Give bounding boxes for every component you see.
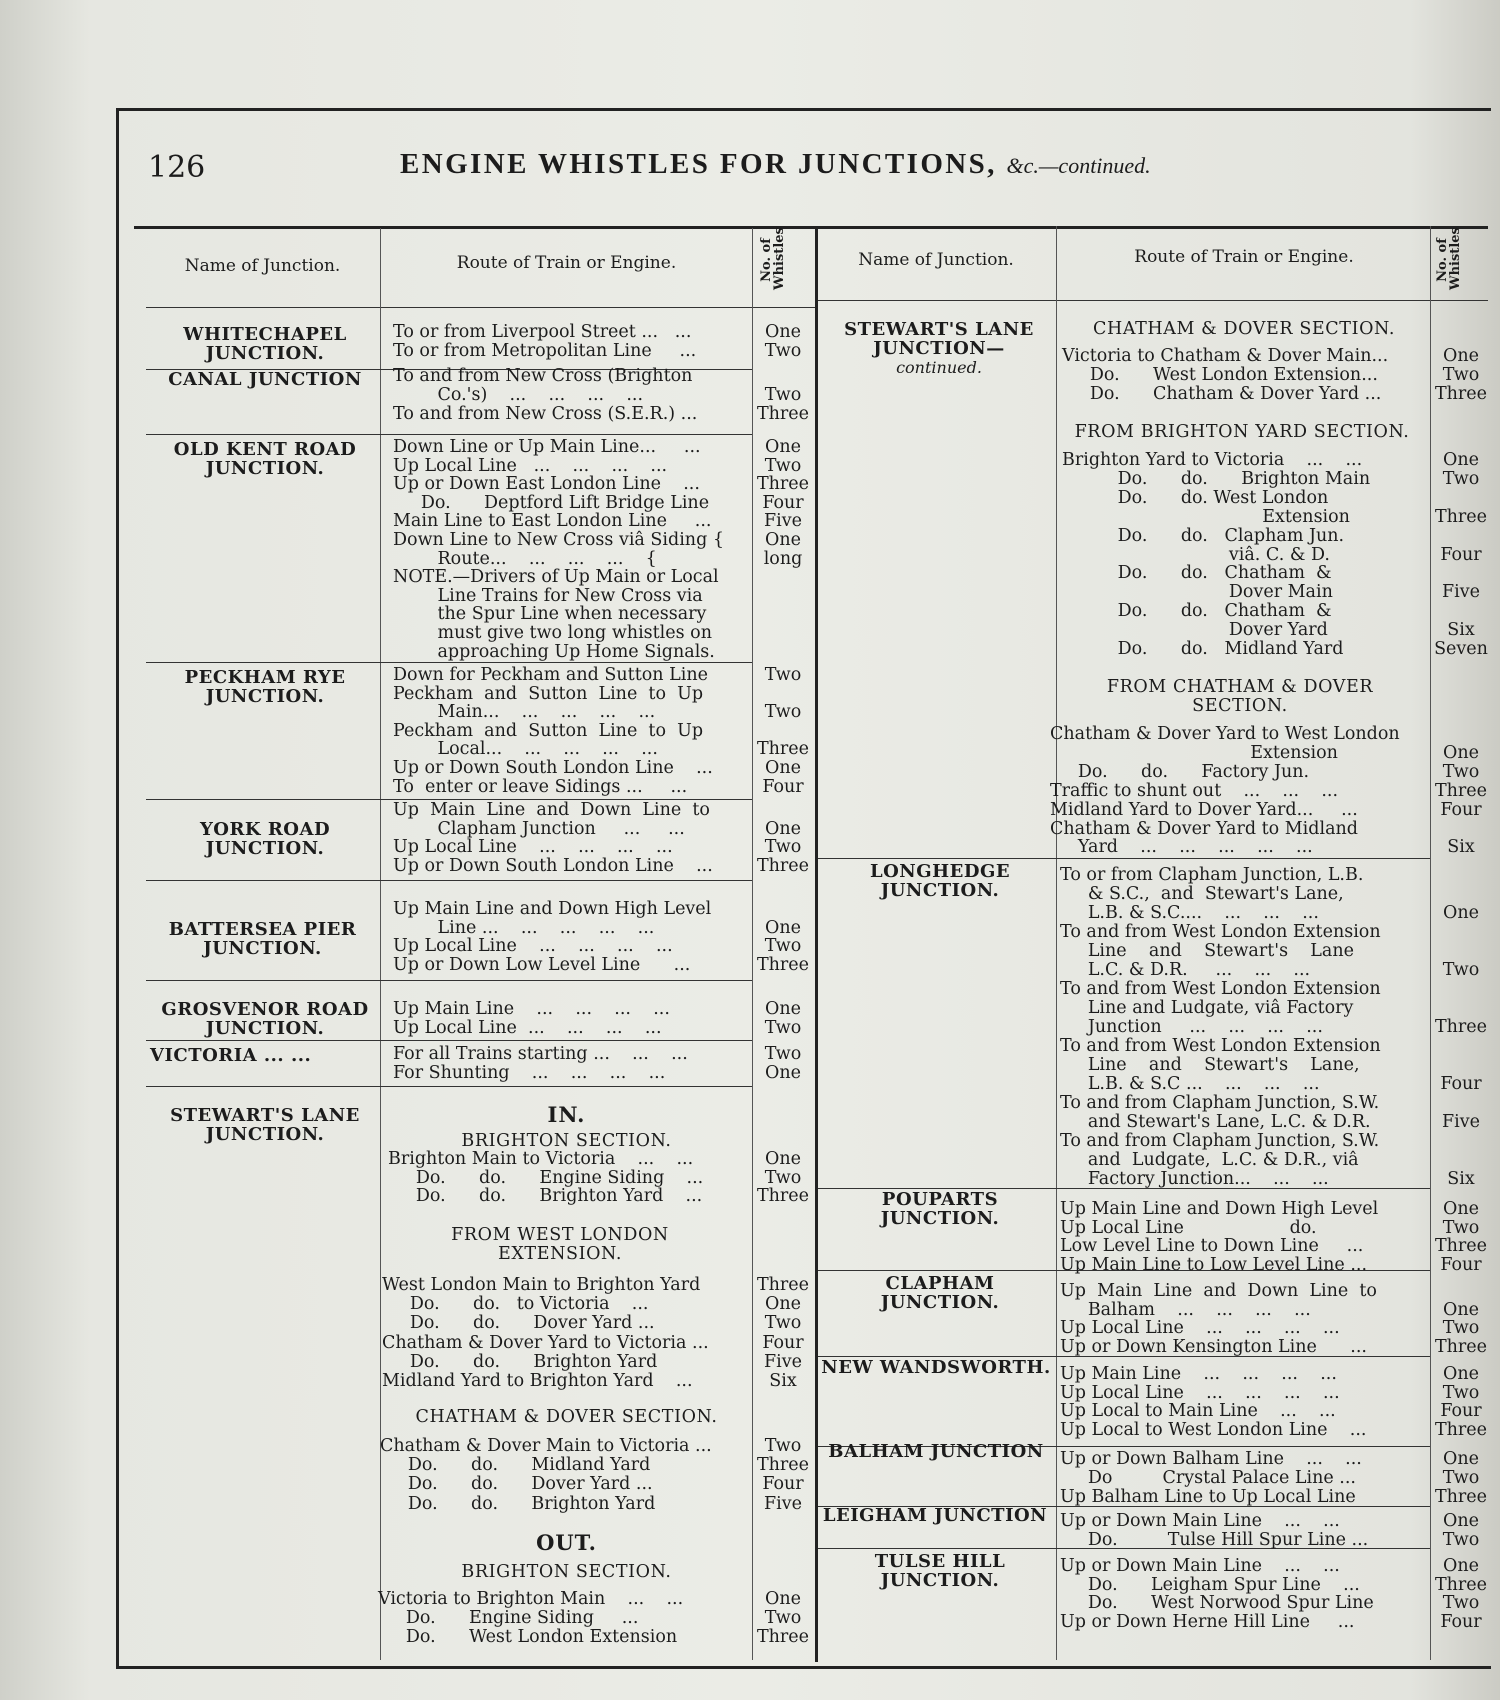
- whistle-count: Six: [1447, 1169, 1475, 1189]
- junction-york-road: YORK ROAD JUNCTION.: [199, 819, 331, 859]
- junction-stewarts-lane: STEWART'S LANE JUNCTION.: [170, 1105, 360, 1145]
- route-row: To or from Liverpool Street ... ...: [393, 322, 692, 342]
- whistle-count: Six: [769, 1371, 797, 1391]
- table-top-rule: [134, 226, 1488, 229]
- route-row: Balham ... ... ... ...: [1060, 1299, 1311, 1320]
- wle-section-heading: FROM WEST LONDON EXTENSION.: [451, 1225, 669, 1264]
- whistle-count: Three: [1434, 780, 1488, 801]
- whistle-count: Three: [1434, 1419, 1488, 1440]
- whistle-count: Four: [1440, 799, 1482, 820]
- out-brighton-section-heading: BRIGHTON SECTION.: [461, 1562, 672, 1582]
- route-row: Dover Main: [1062, 582, 1333, 603]
- rule-l-3: [146, 662, 752, 663]
- whistle-count: One: [1443, 1299, 1479, 1320]
- route-row: Line and Stewart's Lane,: [1060, 1055, 1360, 1075]
- route-row: Do. do. Engine Siding ...: [388, 1167, 704, 1188]
- whistle-count: Five: [764, 1351, 802, 1372]
- route-row: Line and Ludgate, viâ Factory: [1060, 998, 1354, 1018]
- whistle-count: Three: [756, 1186, 810, 1207]
- route-row: Victoria to Chatham & Dover Main...: [1062, 346, 1389, 366]
- whistle-count: Two: [764, 341, 802, 361]
- brighton-section-heading: BRIGHTON SECTION.: [461, 1131, 672, 1151]
- cd-section-heading: CHATHAM & DOVER SECTION.: [415, 1407, 718, 1427]
- route-row: Up Local to West London Line ...: [1060, 1419, 1367, 1440]
- whistle-count: Three: [756, 954, 810, 975]
- whistle-count: Seven: [1434, 639, 1488, 659]
- route-row: Traffic to shunt out ... ... ...: [1050, 780, 1339, 801]
- whistle-count: One: [1443, 1556, 1479, 1576]
- route-row: Do. do. Dover Yard ...: [382, 1313, 655, 1334]
- route-row: Dover Yard: [1062, 620, 1328, 641]
- route-row: Main Line to East London Line ...: [393, 511, 712, 532]
- whistle-count: Two: [764, 1436, 802, 1456]
- route-row: Up or Down Main Line ... ...: [1060, 1556, 1340, 1576]
- r-by-section-heading: FROM BRIGHTON YARD SECTION.: [1074, 422, 1410, 442]
- route-row: Do. do. Factory Jun.: [1050, 761, 1310, 782]
- whistle-count: Three: [1434, 1236, 1488, 1257]
- whistle-count: Two: [1442, 1530, 1480, 1550]
- route-row: Low Level Line to Down Line ...: [1060, 1236, 1364, 1257]
- route-row: L.B. & S.C ... ... ... ...: [1060, 1074, 1320, 1094]
- route-row: Do. Deptford Lift Bridge Line: [393, 492, 710, 513]
- route-row: Do. do. Dover Yard ...: [380, 1474, 653, 1495]
- route-row: To and from Clapham Junction, S.W.: [1060, 1131, 1380, 1151]
- route-row: Do. do. Brighton Main: [1062, 468, 1371, 489]
- route-row: Up Local Line ... ... ... ...: [393, 1018, 662, 1038]
- route-row: Do. Engine Siding ...: [378, 1608, 639, 1629]
- whistle-count: One: [765, 818, 801, 839]
- whistle-count: Two: [1442, 1318, 1480, 1339]
- whistle-count: Two: [764, 1167, 802, 1188]
- header-bottom-rule-left: [146, 307, 816, 308]
- whistle-count: Six: [1447, 620, 1475, 641]
- route-row: Junction ... ... ... ...: [1060, 1017, 1323, 1037]
- whistle-count: Six: [1447, 837, 1475, 858]
- route-row: For all Trains starting ... ... ...: [393, 1044, 688, 1064]
- whistle-count: One: [765, 1149, 801, 1169]
- route-row: Do. West Norwood Spur Line: [1060, 1593, 1374, 1614]
- route-row: Do. West London Extension...: [1062, 365, 1378, 385]
- route-row: approaching Up Home Signals.: [393, 641, 715, 662]
- route-row: Up Main Line and Down Line to: [1060, 1281, 1377, 1301]
- whistle-count: Two: [1442, 761, 1480, 782]
- junction-grosvenor-road: GROSVENOR ROAD JUNCTION.: [161, 999, 369, 1039]
- whistle-count: Three: [756, 855, 810, 876]
- whistle-count: Two: [764, 455, 802, 476]
- r-cd-section-heading: CHATHAM & DOVER SECTION.: [1093, 319, 1395, 339]
- route-row: & S.C., and Stewart's Lane,: [1060, 884, 1344, 904]
- route-row: Up Local Line ... ... ... ...: [1060, 1382, 1340, 1403]
- route-row: Factory Junction... ... ...: [1060, 1169, 1329, 1189]
- rule-l-2: [146, 434, 752, 435]
- whistle-count: Three: [756, 739, 810, 760]
- junction-old-kent-road: OLD KENT ROAD JUNCTION.: [173, 439, 357, 479]
- route-row: Midland Yard to Brighton Yard ...: [382, 1371, 693, 1391]
- route-row: Do. do. Brighton Yard: [380, 1493, 656, 1514]
- whistle-count: Four: [762, 492, 804, 513]
- whistle-count: One: [765, 530, 801, 550]
- whistle-count: Three: [1434, 384, 1488, 404]
- whistle-count: One: [765, 758, 801, 778]
- route-row: Up Local Line do.: [1060, 1217, 1317, 1238]
- route-row: Up Balham Line to Up Local Line: [1060, 1487, 1356, 1507]
- whistle-count: Four: [762, 1332, 804, 1353]
- junction-battersea-pier: BATTERSEA PIER JUNCTION.: [168, 919, 357, 959]
- route-row: Main... ... ... ... ...: [393, 702, 656, 723]
- route-row: Do. West London Extension: [378, 1627, 678, 1648]
- route-row: Up or Down Balham Line ... ...: [1060, 1449, 1362, 1469]
- header-bottom-rule-right: [818, 300, 1488, 301]
- route-row: Up or Down Main Line ... ...: [1060, 1511, 1340, 1531]
- route-row: Up or Down South London Line ...: [393, 758, 713, 778]
- route-row: viâ. C. & D.: [1062, 544, 1330, 565]
- route-row: Extension: [1050, 742, 1338, 763]
- route-row: Chatham & Dover Main to Victoria ...: [380, 1436, 712, 1456]
- rule-l-5: [146, 880, 752, 881]
- whistle-count: One: [1443, 1364, 1479, 1384]
- route-row: Do. do. Chatham &: [1062, 601, 1332, 622]
- junction-pouparts: POUPARTS JUNCTION.: [880, 1189, 1000, 1229]
- route-row: Up Main Line to Low Level Line ...: [1060, 1254, 1368, 1275]
- whistle-count: One: [1443, 1199, 1479, 1219]
- route-row: Do. do. Midland Yard: [1062, 639, 1344, 659]
- route-row: To and from Clapham Junction, S.W.: [1060, 1093, 1380, 1113]
- whistle-count: Two: [764, 1608, 802, 1629]
- route-row: L.C. & D.R. ... ... ...: [1060, 960, 1311, 980]
- route-row: NOTE.—Drivers of Up Main or Local: [393, 567, 719, 588]
- route-row: Do. do. Chatham &: [1062, 563, 1332, 584]
- whistle-count: Two: [1442, 1593, 1480, 1614]
- route-row: and Ludgate, L.C. & D.R., viâ: [1060, 1150, 1359, 1170]
- whistle-count: Four: [1440, 544, 1482, 565]
- whistle-count: Four: [1440, 1074, 1482, 1094]
- route-row: Down for Peckham and Sutton Line: [393, 665, 708, 685]
- route-row: For Shunting ... ... ... ...: [393, 1063, 666, 1083]
- whistle-count: Four: [1440, 1401, 1482, 1422]
- whistle-count: One: [765, 917, 801, 938]
- junction-balham: BALHAM JUNCTION: [828, 1441, 1044, 1462]
- route-row: Line and Stewart's Lane: [1060, 941, 1354, 961]
- route-row: Do. do. Brighton Yard ...: [388, 1186, 703, 1207]
- route-row: Do. do. Brighton Yard: [382, 1351, 658, 1372]
- whistle-count: Five: [1442, 582, 1480, 603]
- route-row: Up Main Line and Down High Level: [393, 899, 712, 919]
- whistle-count: Three: [756, 404, 810, 424]
- whistle-count: Two: [764, 837, 802, 858]
- junction-new-wandsworth: NEW WANDSWORTH.: [821, 1357, 1051, 1378]
- route-row: Chatham & Dover Yard to Midland: [1050, 818, 1358, 839]
- route-row: Do. do. Clapham Jun.: [1062, 525, 1345, 546]
- junction-whitechapel: WHITECHAPEL JUNCTION.: [183, 324, 347, 364]
- route-row: To or from Clapham Junction, L.B.: [1060, 865, 1364, 885]
- whistle-count: One: [1443, 450, 1479, 470]
- whistle-count: One: [1443, 903, 1479, 923]
- whistle-count: Two: [1442, 1382, 1480, 1403]
- whistle-count: Two: [1442, 468, 1480, 489]
- whistle-count: One: [765, 999, 801, 1019]
- whistle-count: Two: [764, 1313, 802, 1334]
- route-row: Up Local Line ... ... ... ...: [393, 455, 668, 476]
- header-whistles-right: No. of Whistles: [1435, 227, 1463, 290]
- whistle-count: Five: [764, 511, 802, 532]
- whistle-count: One: [1443, 1511, 1479, 1531]
- whistle-count: Four: [762, 776, 804, 797]
- continued-label: continued.: [896, 358, 982, 377]
- col-rule-left-route: [752, 228, 753, 1660]
- junction-stewarts-lane-continued: [826, 320, 1052, 377]
- route-row: Extension: [1062, 506, 1350, 527]
- whistle-count: Three: [1434, 1017, 1488, 1037]
- route-row: Up Main Line and Down High Level: [1060, 1199, 1379, 1219]
- whistle-count: Five: [1442, 1112, 1480, 1132]
- route-row: and Stewart's Lane, L.C. & D.R.: [1060, 1112, 1371, 1132]
- route-row: Up Local Line ... ... ... ...: [1060, 1318, 1340, 1339]
- route-row: Do. do. to Victoria ...: [382, 1294, 649, 1315]
- route-row: Up or Down Kensington Line ...: [1060, 1336, 1367, 1357]
- whistle-count: Three: [756, 474, 810, 495]
- route-row: To and from New Cross (Brighton: [393, 366, 693, 386]
- whistle-count: Two: [764, 936, 802, 957]
- whistle-count: One: [765, 1063, 801, 1083]
- route-row: Brighton Yard to Victoria ... ...: [1062, 450, 1363, 470]
- whistle-count: Two: [764, 1018, 802, 1038]
- route-row: Yard ... ... ... ... ...: [1050, 837, 1313, 858]
- route-row: Chatham & Dover Yard to Victoria ...: [382, 1332, 709, 1353]
- whistle-count: One: [1443, 1449, 1479, 1469]
- title-main: ENGINE WHISTLES FOR JUNCTIONS,: [400, 148, 997, 180]
- junction-canal: CANAL JUNCTION: [168, 369, 362, 390]
- whistle-count: One: [765, 437, 801, 457]
- route-row: Do. do. Midland Yard: [380, 1455, 651, 1476]
- whistle-count: Three: [1434, 1336, 1488, 1357]
- route-row: Route... ... ... ... {: [393, 548, 657, 569]
- route-row: Up or Down South London Line ...: [393, 855, 713, 876]
- rule-l-7: [146, 1040, 752, 1041]
- route-row: Local... ... ... ... ...: [393, 739, 658, 760]
- whistle-count: Three: [756, 1275, 810, 1295]
- route-row: Do. Chatham & Dover Yard ...: [1062, 384, 1382, 404]
- route-row: Clapham Junction ... ...: [393, 818, 685, 839]
- whistle-count: Four: [1440, 1611, 1482, 1632]
- route-row: To and from West London Extension: [1060, 922, 1381, 942]
- junction-longhedge: LONGHEDGE JUNCTION.: [869, 861, 1011, 901]
- header-name-left: Name of Junction.: [184, 256, 341, 276]
- whistle-count: Two: [1442, 960, 1480, 980]
- route-row: Up or Down Herne Hill Line ...: [1060, 1611, 1355, 1632]
- whistle-count: Three: [756, 1627, 810, 1648]
- whistle-count: Two: [1442, 365, 1480, 385]
- route-row: Up or Down Low Level Line ...: [393, 954, 691, 975]
- stewarts-cont-name: STEWART'S LANE JUNCTION—: [844, 319, 1034, 359]
- whistle-count: long: [763, 548, 803, 569]
- rule-r-1: [818, 858, 1430, 859]
- route-row: Down Line or Up Main Line... ...: [393, 437, 701, 457]
- route-row: Do. Tulse Hill Spur Line ...: [1060, 1530, 1369, 1550]
- whistle-count: One: [1443, 346, 1479, 366]
- junction-leigham: LEIGHAM JUNCTION: [822, 1505, 1048, 1526]
- route-row: West London Main to Brighton Yard: [382, 1275, 701, 1295]
- route-row: must give two long whistles on: [393, 623, 712, 643]
- route-row: To and from New Cross (S.E.R.) ...: [393, 404, 698, 424]
- route-row: To or from Metropolitan Line ...: [393, 341, 697, 361]
- header-route-right: Route of Train or Engine.: [1134, 247, 1354, 267]
- route-row: To enter or leave Sidings ... ...: [393, 776, 688, 797]
- whistle-count: Three: [1434, 1574, 1488, 1595]
- whistle-count: Four: [1440, 1254, 1482, 1275]
- whistle-count: Two: [1442, 1468, 1480, 1488]
- whistle-count: One: [765, 1589, 801, 1609]
- route-row: Victoria to Brighton Main ... ...: [378, 1589, 684, 1609]
- whistle-count: One: [1443, 742, 1479, 763]
- out-heading: OUT.: [536, 1530, 597, 1555]
- page-number: 126: [148, 150, 206, 185]
- route-row: Brighton Main to Victoria ... ...: [388, 1149, 694, 1169]
- junction-clapham: CLAPHAM JUNCTION.: [880, 1273, 1000, 1313]
- route-row: To and from West London Extension: [1060, 1036, 1381, 1056]
- junction-victoria: VICTORIA ... ...: [150, 1045, 312, 1066]
- route-row: Up Main Line ... ... ... ...: [393, 999, 670, 1019]
- rule-l-8: [146, 1086, 752, 1087]
- whistle-count: Five: [764, 1493, 802, 1514]
- whistle-count: One: [765, 1294, 801, 1315]
- route-row: Up Main Line ... ... ... ...: [1060, 1364, 1337, 1384]
- header-route-left: Route of Train or Engine.: [456, 253, 677, 273]
- route-row: Do. do. West London: [1062, 487, 1329, 508]
- whistle-count: One: [765, 322, 801, 342]
- r-fcd-section-heading: FROM CHATHAM & DOVER SECTION.: [1106, 677, 1374, 716]
- route-row: Chatham & Dover Yard to West London: [1050, 724, 1400, 744]
- whistle-count: Two: [764, 702, 802, 723]
- route-row: Peckham and Sutton Line to Up: [393, 720, 704, 741]
- route-row: Do. Leigham Spur Line ...: [1060, 1574, 1360, 1595]
- route-row: To and from West London Extension: [1060, 979, 1381, 999]
- route-row: Up Local to Main Line ... ...: [1060, 1401, 1336, 1422]
- title-suffix: &c.—continued.: [1006, 153, 1151, 178]
- header-whistles-left: No. of Whistles: [759, 227, 787, 290]
- route-row: Midland Yard to Dover Yard... ...: [1050, 799, 1358, 820]
- route-row: Do Crystal Palace Line ...: [1060, 1468, 1356, 1488]
- route-row: L.B. & S.C.... ... ... ...: [1060, 903, 1319, 923]
- route-row: Peckham and Sutton Line to Up: [393, 683, 704, 704]
- whistle-count: Two: [1442, 1217, 1480, 1238]
- route-row: Line ... ... ... ... ...: [393, 917, 655, 938]
- header-name-right: Name of Junction.: [858, 250, 1014, 270]
- whistle-count: Two: [764, 385, 802, 405]
- route-row: the Spur Line when necessary: [393, 604, 707, 625]
- junction-tulse-hill: TULSE HILL JUNCTION.: [874, 1551, 1006, 1591]
- route-row: Up Local Line ... ... ... ...: [393, 936, 673, 957]
- junction-peckham-rye: PECKHAM RYE JUNCTION.: [184, 667, 346, 707]
- whistle-count: Three: [756, 1455, 810, 1476]
- whistle-count: Four: [762, 1474, 804, 1495]
- route-row: Co.'s) ... ... ... ...: [393, 385, 644, 405]
- route-row: Down Line to New Cross viâ Siding {: [393, 530, 724, 550]
- route-row: Line Trains for New Cross via: [393, 585, 703, 606]
- whistle-count: Three: [1434, 506, 1488, 527]
- rule-l-6: [146, 980, 752, 981]
- whistle-count: Three: [1434, 1487, 1488, 1507]
- page-title: [400, 148, 1151, 181]
- in-heading: IN.: [547, 1102, 586, 1127]
- whistle-count: Two: [764, 665, 802, 685]
- route-row: Up Local Line ... ... ... ...: [393, 837, 673, 858]
- route-row: Up or Down East London Line ...: [393, 474, 700, 495]
- route-row: Up Main Line and Down Line to: [393, 800, 710, 820]
- whistle-count: Two: [764, 1044, 802, 1064]
